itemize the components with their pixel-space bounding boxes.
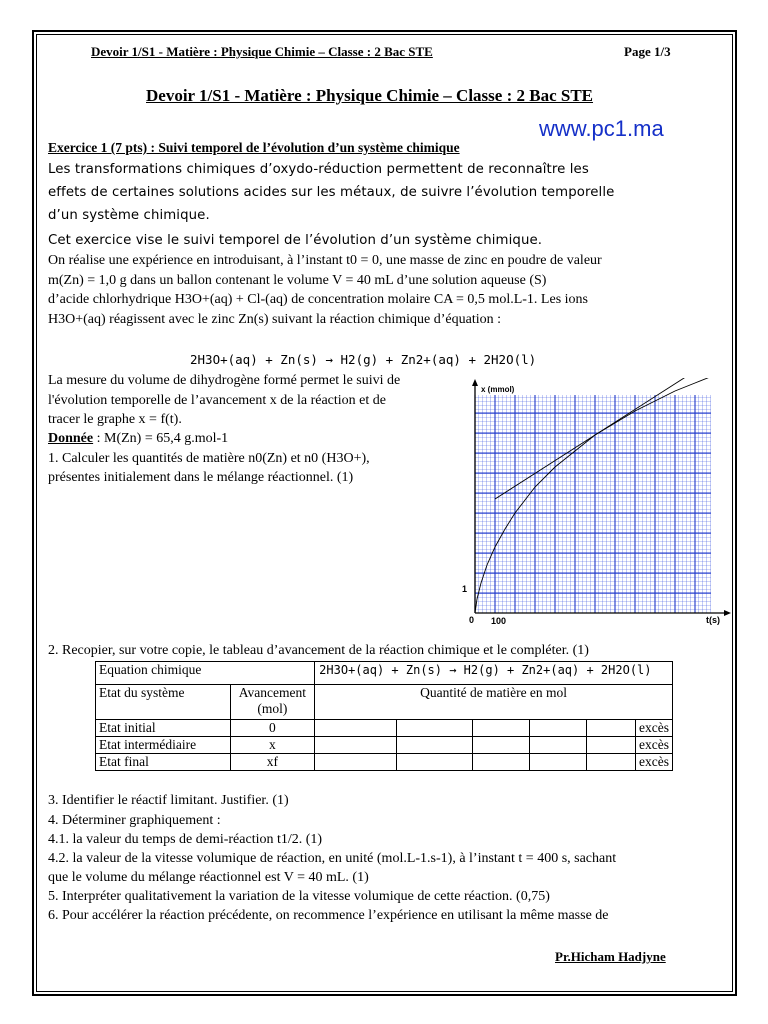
adv-label: Avancement — [238, 685, 306, 700]
measure-line-3: tracer le graphe x = f(t). — [48, 412, 182, 427]
donnee-label: Donnée — [48, 431, 94, 446]
table-cell: xf — [230, 754, 315, 771]
reaction-equation: 2H3O+(aq) + Zn(s) → H2(g) + Zn2+(aq) + 2H2O(l) — [190, 352, 537, 367]
table-cell — [396, 720, 472, 737]
table-cell — [473, 720, 530, 737]
question-1a: 1. Calculer les quantités de matière n0(Zn) et n0 (H3O+), — [48, 451, 370, 466]
advancement-table — [95, 661, 673, 771]
table-equation-cell — [315, 662, 673, 685]
para-line-2: m(Zn) = 1,0 g dans un ballon contenant le volume V = 40 mL d’une solution aqueuse (S) — [48, 273, 547, 288]
table-cell — [315, 720, 397, 737]
intro-line-4: Cet exercice vise le suivi temporel de l’évolution d’un système chimique. — [48, 233, 543, 248]
table-cell: 0 — [230, 720, 315, 737]
table-cell — [315, 754, 397, 771]
para-line-1: On réalise une expérience en introduisant, à l’instant t0 = 0, une masse de zinc en poudre de valeur — [48, 253, 602, 268]
exercise-heading: Exercice 1 (7 pts) : Suivi temporel de l’évolution d’un système chimique — [48, 140, 460, 155]
table-cell: excès — [636, 720, 673, 737]
intro-line-3: d’un système chimique. — [48, 208, 210, 223]
table-cell: Etat intermédiaire — [96, 737, 231, 754]
table-cell: x — [230, 737, 315, 754]
table-cell — [473, 737, 530, 754]
graph-grid — [475, 395, 711, 613]
table-cell — [315, 737, 397, 754]
table-cell: Etat initial — [96, 720, 231, 737]
x-tick-0: 0 — [469, 615, 475, 625]
table-cell: Equation chimique — [96, 662, 315, 685]
website-link[interactable]: www.pc1.ma — [539, 116, 664, 141]
intro-line-1: Les transformations chimiques d’oxydo-réduction permettent de reconnaître les — [48, 162, 589, 177]
x-axis-label: t(s) — [706, 615, 720, 625]
graph-x-vs-t — [455, 378, 735, 630]
table-cell: Quantité de matière en mol — [315, 685, 673, 720]
donnee-value: : M(Zn) = 65,4 g.mol-1 — [93, 431, 229, 446]
table-cell-advancement — [230, 685, 315, 720]
table-cell — [586, 754, 635, 771]
table-cell — [586, 720, 635, 737]
table-cell: excès — [636, 754, 673, 771]
table-cell — [529, 737, 586, 754]
question-4-2b: que le volume du mélange réactionnel est V = 40 mL. (1) — [48, 870, 369, 885]
table-cell — [529, 754, 586, 771]
question-6: 6. Pour accélérer la réaction précédente, on recommence l’expérience en utilisant la même masse de — [48, 908, 609, 923]
table-cell — [396, 737, 472, 754]
para-line-4: H3O+(aq) réagissent avec le zinc Zn(s) suivant la réaction chimique d’équation : — [48, 312, 502, 327]
question-2: 2. Recopier, sur votre copie, le tableau d’avancement de la réaction chimique et le compléter. (1) — [48, 643, 589, 658]
x-axis-arrow — [724, 610, 731, 616]
header-page: Page 1/3 — [624, 44, 671, 59]
table-cell — [396, 754, 472, 771]
y-tick-1: 1 — [462, 584, 468, 594]
page-title: Devoir 1/S1 - Matière : Physique Chimie – Classe : 2 Bac STE — [146, 86, 594, 105]
question-4-2a: 4.2. la valeur de la vitesse volumique de réaction, en unité (mol.L-1.s-1), à l’instant t = 400 s, sachant — [48, 851, 617, 866]
donnee-line — [48, 431, 228, 447]
y-axis-label: x (mmol) — [481, 385, 515, 394]
intro-line-2: effets de certaines solutions acides sur les métaux, de suivre l’évolution temporelle — [48, 185, 615, 200]
table-equation: 2H3O+(aq) + Zn(s) → H2(g) + Zn2+(aq) + 2H2O(l) — [319, 663, 652, 677]
question-1b: présentes initialement dans le mélange réactionnel. (1) — [48, 470, 354, 485]
table-cell — [586, 737, 635, 754]
adv-unit: (mol) — [257, 701, 288, 716]
table-cell: Etat final — [96, 754, 231, 771]
header-title: Devoir 1/S1 - Matière : Physique Chimie – Classe : 2 Bac STE — [91, 44, 433, 59]
question-5: 5. Interpréter qualitativement la variation de la vitesse volumique de cette réaction. (0,75) — [48, 889, 550, 904]
question-4: 4. Déterminer graphiquement : — [48, 813, 221, 828]
table-cell — [529, 720, 586, 737]
y-axis-arrow — [472, 379, 478, 386]
author-signature: Pr.Hicham Hadjyne — [555, 949, 666, 964]
question-4-1: 4.1. la valeur du temps de demi-réaction t1/2. (1) — [48, 832, 323, 847]
table-cell: excès — [636, 737, 673, 754]
measure-line-1: La mesure du volume de dihydrogène formé permet le suivi de — [48, 373, 401, 388]
para-line-3: d’acide chlorhydrique H3O+(aq) + Cl-(aq) de concentration molaire CA = 0,5 mol.L-1. Les ions — [48, 292, 588, 307]
table-cell — [473, 754, 530, 771]
x-tick-100: 100 — [491, 616, 507, 626]
table-cell: Etat du système — [96, 685, 231, 720]
question-3: 3. Identifier le réactif limitant. Justifier. (1) — [48, 793, 289, 808]
measure-line-2: l'évolution temporelle de l’avancement x de la réaction et de — [48, 393, 386, 408]
